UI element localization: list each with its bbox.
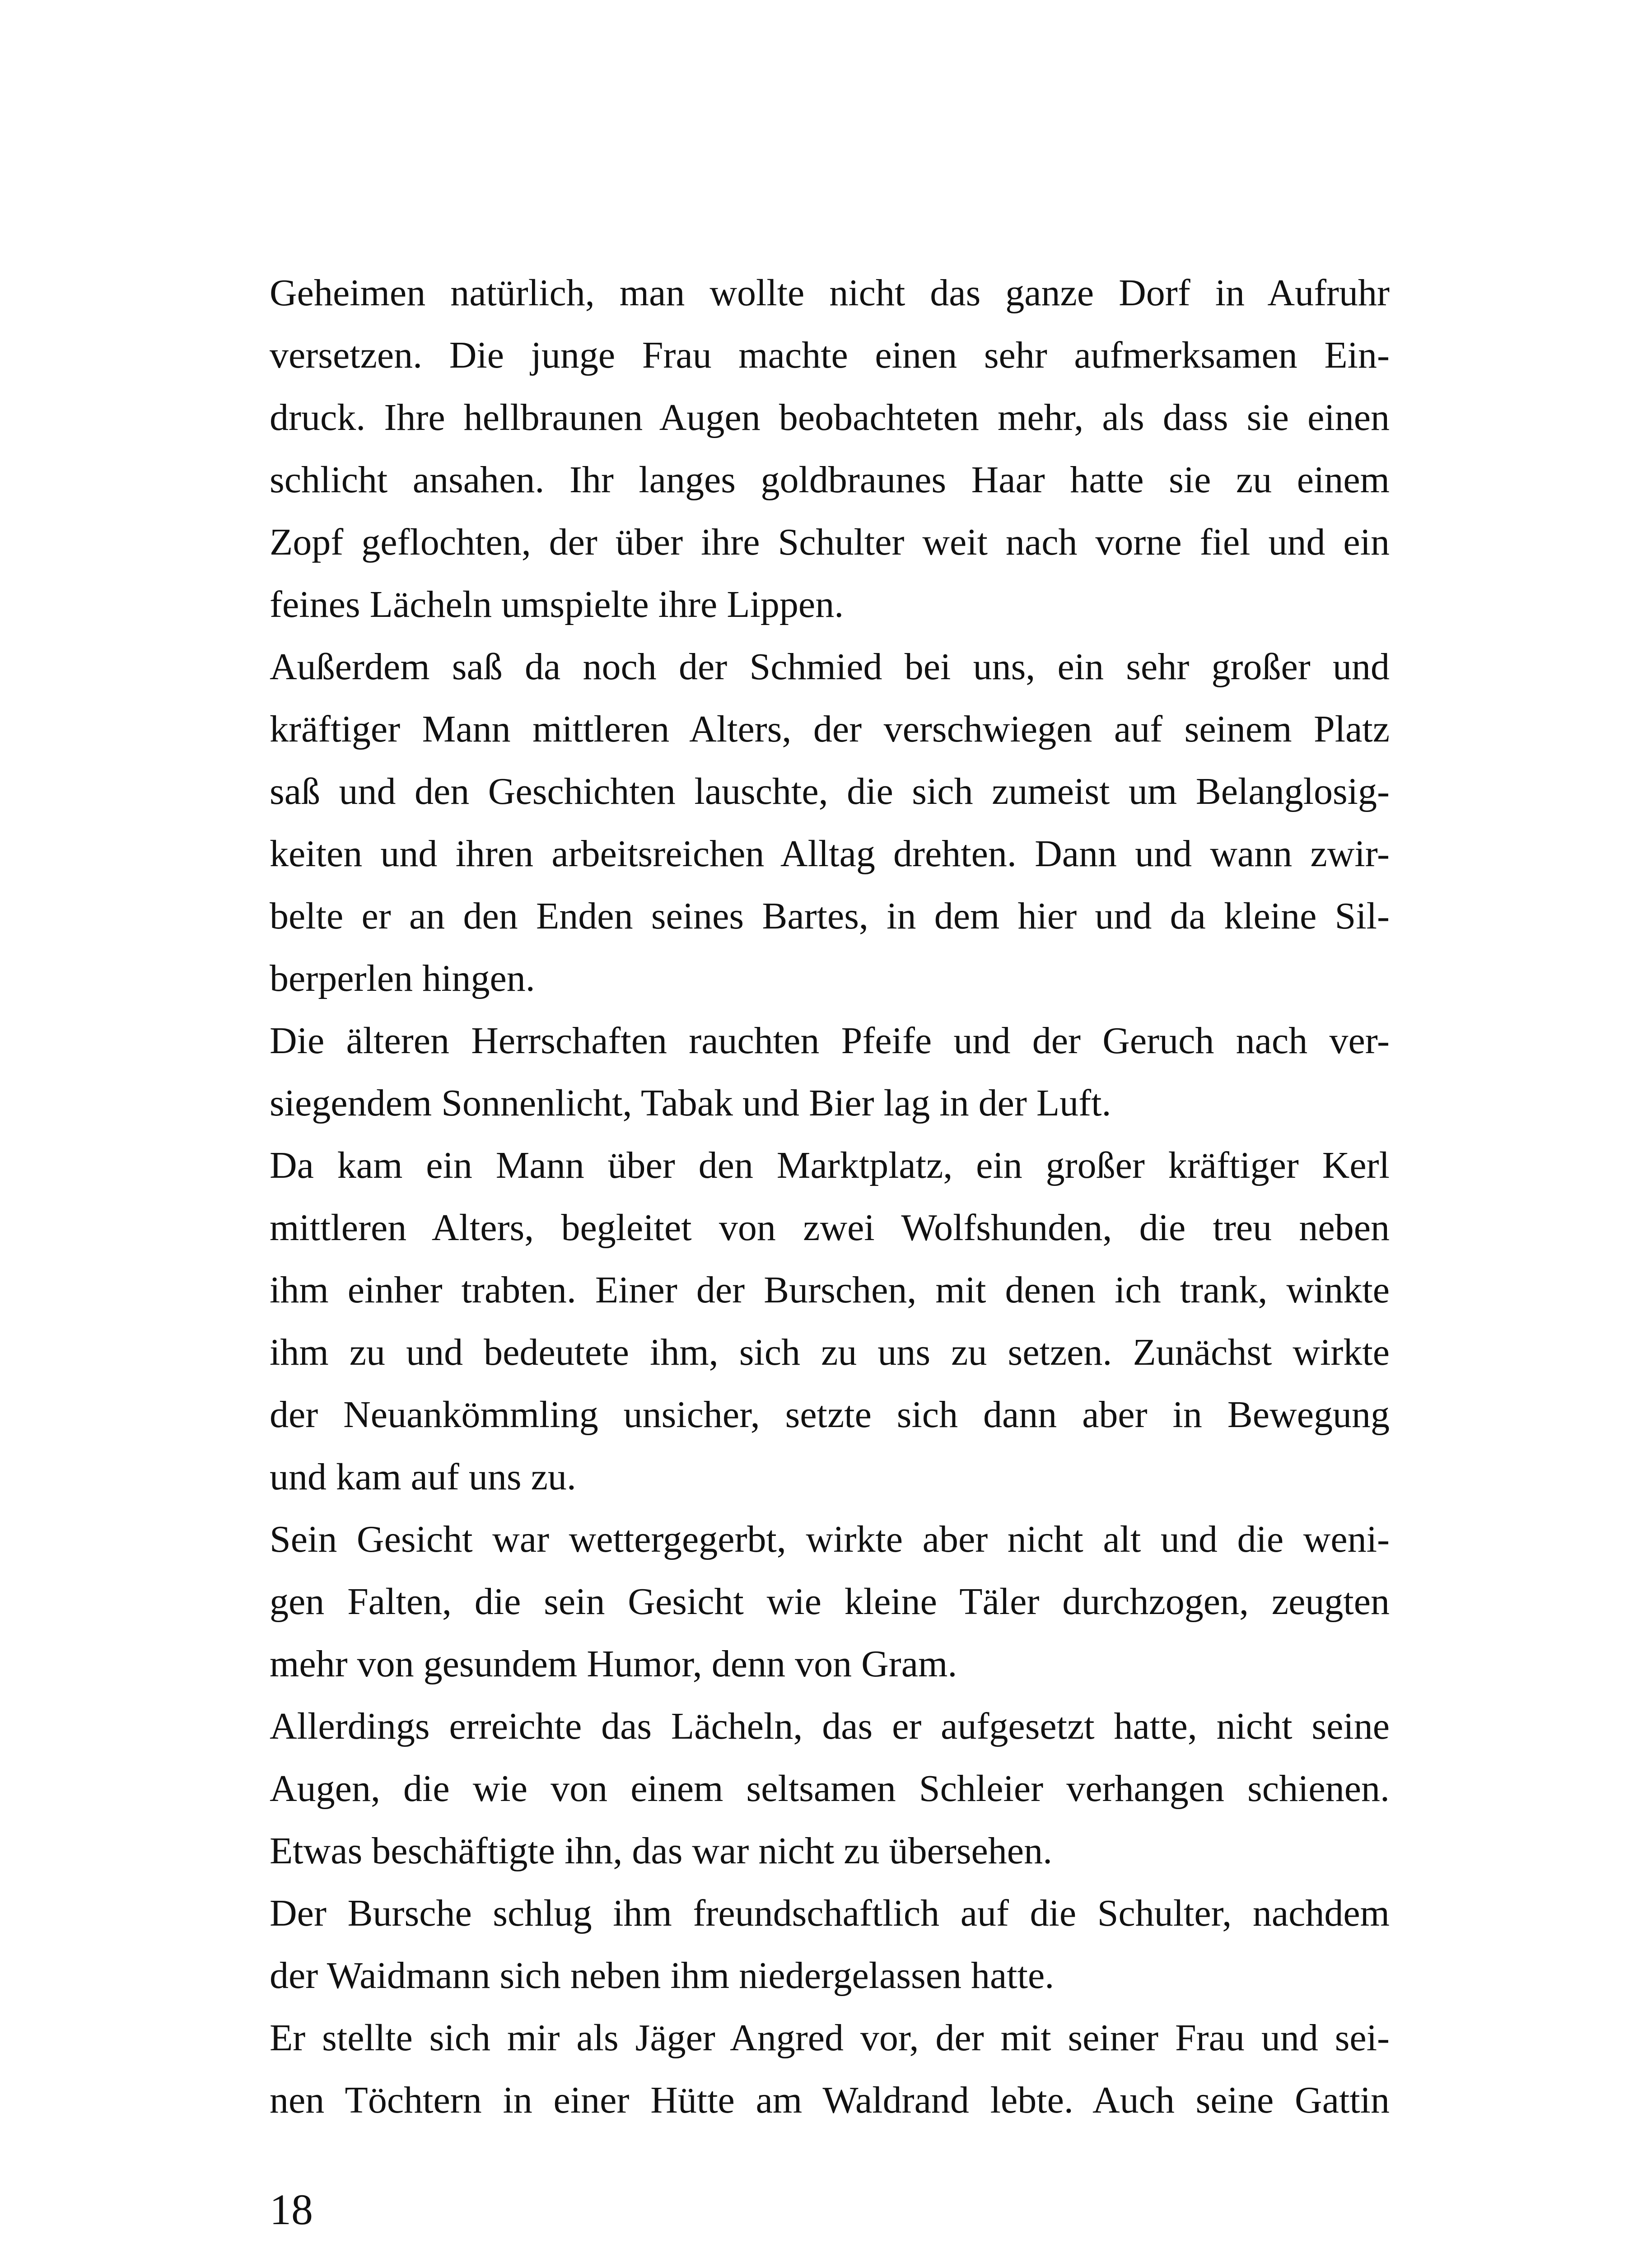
text-line: berperlen hingen. <box>270 957 535 999</box>
text-line: und kam auf uns zu. <box>270 1456 576 1498</box>
text-line: feines Lächeln umspielte ihre Lippen. <box>270 583 844 625</box>
text-line: Sein Gesicht war wettergegerbt, wirkte aber nicht alt und die weni- <box>270 1518 1390 1560</box>
text-line: versetzen. Die junge Frau machte einen sehr aufmerksamen Ein- <box>270 334 1390 376</box>
text-line: belte er an den Enden seines Bartes, in dem hier und da kleine Sil- <box>270 895 1390 937</box>
text-line: mehr von gesundem Humor, denn von Gram. <box>270 1643 957 1685</box>
text-line: Da kam ein Mann über den Marktplatz, ein großer kräftiger Kerl <box>270 1144 1390 1186</box>
text-line: Die älteren Herrschaften rauchten Pfeife und der Geruch nach ver- <box>270 1020 1390 1062</box>
text-line: Außerdem saß da noch der Schmied bei uns, ein sehr großer und <box>270 646 1390 688</box>
text-line: kräftiger Mann mittleren Alters, der verschwiegen auf seinem Platz <box>270 708 1390 750</box>
text-line: ihm zu und bedeutete ihm, sich zu uns zu setzen. Zunächst wirkte <box>270 1331 1390 1373</box>
text-line: druck. Ihre hellbraunen Augen beobachteten mehr, als dass sie einen <box>270 397 1390 439</box>
text-line: Etwas beschäftigte ihn, das war nicht zu übersehen. <box>270 1830 1053 1872</box>
text-line: Geheimen natürlich, man wollte nicht das ganze Dorf in Aufruhr <box>270 272 1390 314</box>
text-line: saß und den Geschichten lauschte, die sich zumeist um Belanglosig- <box>270 770 1390 812</box>
text-line: ihm einher trabten. Einer der Burschen, mit denen ich trank, winkte <box>270 1269 1390 1311</box>
text-line: Er stellte sich mir als Jäger Angred vor, der mit seiner Frau und sei- <box>270 2017 1390 2059</box>
text-line: Der Bursche schlug ihm freundschaftlich auf die Schulter, nachdem <box>270 1892 1390 1934</box>
page-number: 18 <box>270 2185 313 2234</box>
body-text <box>270 262 1390 2132</box>
text-line: gen Falten, die sein Gesicht wie kleine Täler durchzogen, zeugten <box>270 1581 1390 1623</box>
text-line: mittleren Alters, begleitet von zwei Wolfshunden, die treu neben <box>270 1207 1390 1249</box>
text-line: Allerdings erreichte das Lächeln, das er aufgesetzt hatte, nicht seine <box>270 1705 1390 1747</box>
text-line: der Waidmann sich neben ihm niedergelassen hatte. <box>270 1955 1055 1997</box>
text-line: Augen, die wie von einem seltsamen Schleier verhangen schienen. <box>270 1768 1390 1810</box>
text-line: schlicht ansahen. Ihr langes goldbraunes Haar hatte sie zu einem <box>270 459 1390 501</box>
text-line: Zopf geflochten, der über ihre Schulter weit nach vorne fiel und ein <box>270 521 1390 563</box>
text-line: nen Töchtern in einer Hütte am Waldrand lebte. Auch seine Gattin <box>270 2079 1390 2121</box>
text-line: keiten und ihren arbeitsreichen Alltag drehten. Dann und wann zwir- <box>270 833 1390 875</box>
text-line: der Neuankömmling unsicher, setzte sich dann aber in Bewegung <box>270 1394 1390 1436</box>
text-line: siegendem Sonnenlicht, Tabak und Bier lag in der Luft. <box>270 1082 1111 1124</box>
